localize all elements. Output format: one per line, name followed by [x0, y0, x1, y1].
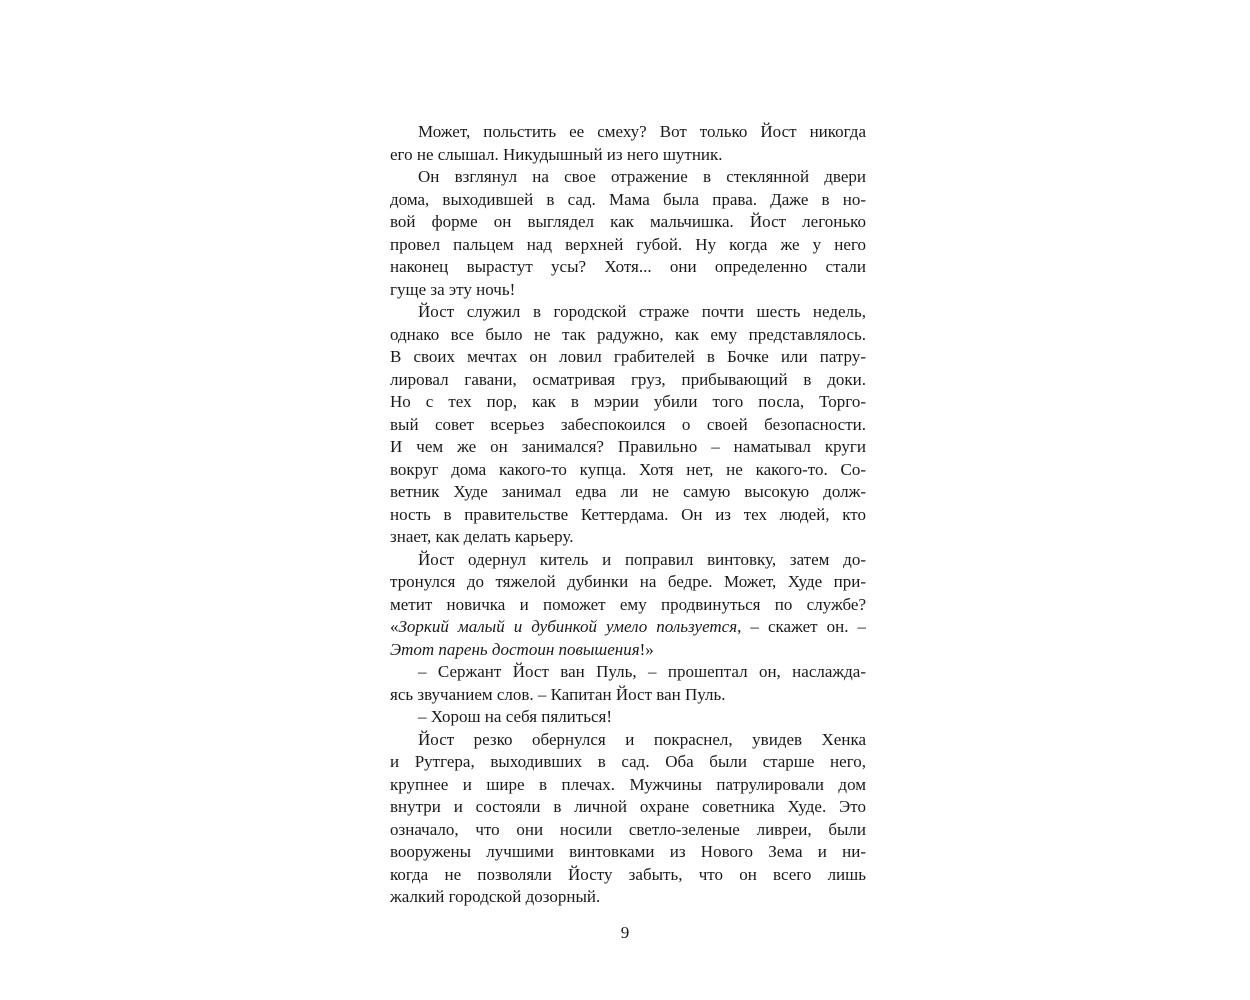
text-line: Но с тех пор, как в мэрии убили того посла, Торго-: [390, 392, 866, 411]
text-line: его не слышал. Никудышный из него шутник.: [390, 144, 723, 164]
text-line: вой форме он выглядел как мальчишка. Йост легонько: [390, 212, 866, 231]
text-line: Йост одернул китель и поправил винтовку, затем до-: [418, 549, 866, 569]
text-line: Он взглянул на свое отражение в стеклянной двери: [418, 167, 866, 186]
text-line: означало, что они носили светло-зеленые ливреи, были: [390, 819, 866, 839]
text-line: Йост резко обернулся и покраснел, увидев Хенка: [418, 729, 866, 749]
paragraph: [390, 706, 866, 729]
text-line: метит новичка и поможет ему продвинуться по службе?: [390, 594, 866, 614]
text-line: тронулся до тяжелой дубинки на бедре. Может, Худе при-: [390, 572, 866, 591]
text-line: дома, выходившей в сад. Мама была права. Даже в но-: [390, 189, 866, 209]
text-line: крупнее и шире в плечах. Мужчины патрулировали дом: [390, 774, 866, 794]
text-line: и Рутгера, выходивших в сад. Оба были старше него,: [390, 752, 866, 771]
page-number: 9: [620, 923, 630, 942]
text-line-italic: Этот парень достоин повышения!»: [390, 639, 654, 659]
text-line: жалкий городской дозорный.: [390, 887, 601, 906]
text-line: вый совет всерьез забеспокоился о своей безопасности.: [390, 414, 866, 434]
text-line: знает, как делать карьеру.: [390, 527, 574, 546]
text-line: наконец вырастут усы? Хотя... они определенно стали: [390, 257, 866, 276]
text-line: – Сержант Йост ван Пуль, – прошептал он, наслажда-: [418, 662, 866, 681]
text-line: И чем же он занимался? Правильно – наматывал круги: [390, 437, 866, 456]
italic-quote: Этот парень достоин повышения: [390, 639, 640, 659]
text-line: ветник Худе занимал едва ли не самую высокую долж-: [390, 482, 866, 501]
paragraph: [390, 121, 866, 166]
text-line: Йост служил в городской страже почти шесть недель,: [418, 302, 866, 321]
paragraph: [390, 301, 866, 549]
text-line: однако все было не так радужно, как ему представлялось.: [390, 324, 866, 344]
text-line: гуще за эту ночь!: [390, 279, 516, 299]
text-line: внутри и состояли в личной охране советника Худе. Это: [390, 797, 866, 816]
text-line-italic: «Зоркий малый и дубинкой умело пользуется, – скажет он. –: [390, 617, 866, 636]
text-line: ясь звучанием слов. – Капитан Йост ван Пуль.: [390, 684, 726, 704]
text-line: Может, польстить ее смеху? Вот только Йост никогда: [418, 122, 866, 141]
page-text: [390, 121, 866, 909]
text-line: вооружены лучшими винтовками из Нового Зема и ни-: [390, 842, 866, 861]
text-line: В своих мечтах он ловил грабителей в Бочке или патру-: [390, 347, 866, 366]
italic-quote: Зоркий малый и дубинкой умело пользуется: [398, 617, 738, 636]
text-line: когда не позволяли Йосту забыть, что он всего лишь: [390, 864, 866, 884]
paragraph: [390, 549, 866, 662]
paragraph: [390, 166, 866, 301]
text-line: ность в правительстве Кеттердама. Он из тех людей, кто: [390, 504, 866, 524]
text-line: вокруг дома какого-то купца. Хотя нет, не какого-то. Со-: [390, 459, 866, 479]
text-line: лировал гавани, осматривая груз, прибывающий в доки.: [390, 369, 866, 389]
paragraph: [390, 661, 866, 706]
paragraph: [390, 729, 866, 909]
text-line: – Хорош на себя пялиться!: [418, 707, 612, 726]
text-line: провел пальцем над верхней губой. Ну когда же у него: [390, 234, 866, 254]
